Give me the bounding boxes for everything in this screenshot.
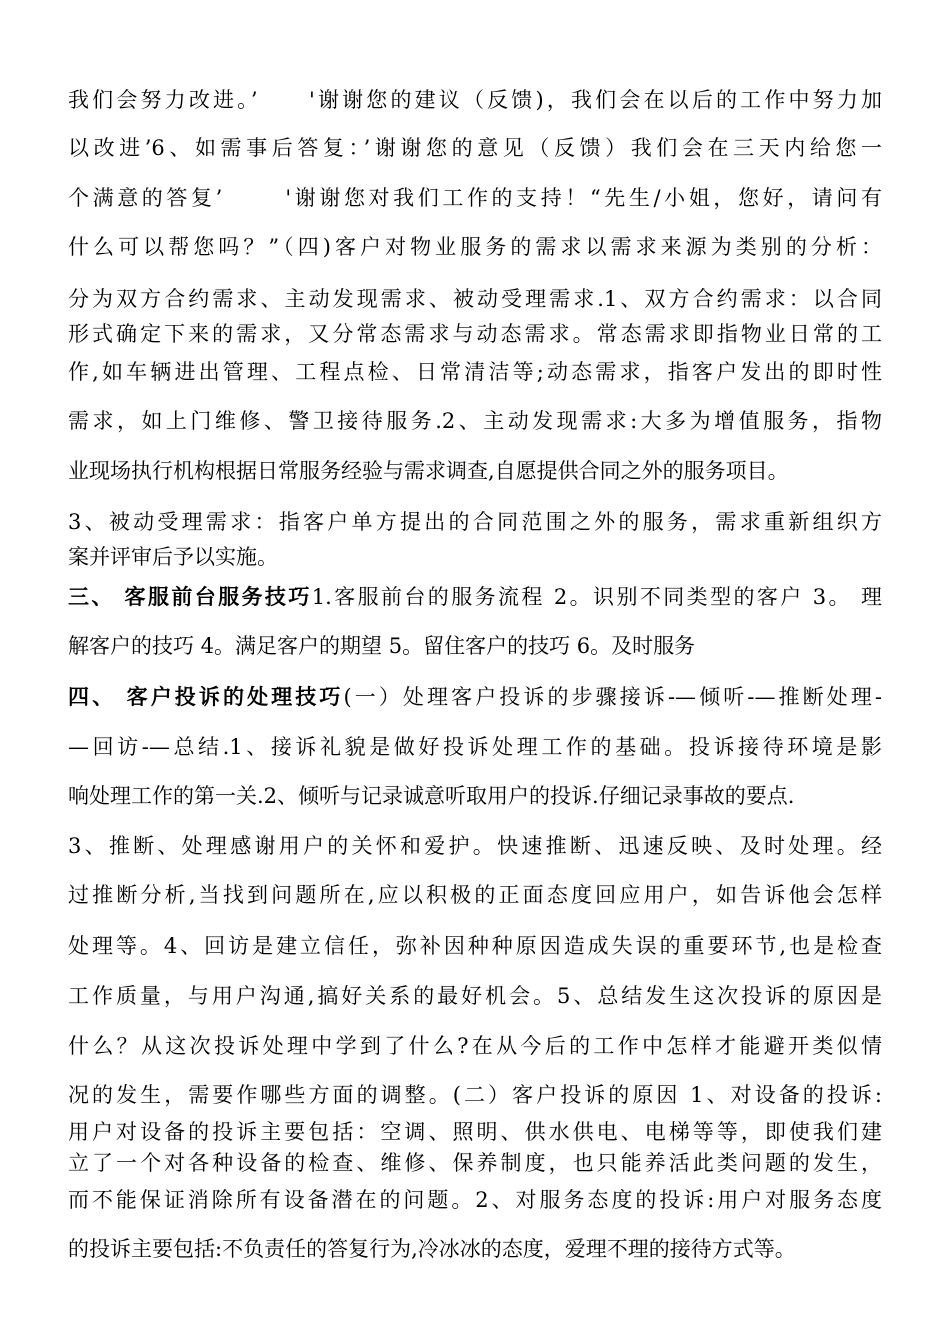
text-line: 什么可以帮您吗？”（四)客户对物业服务的需求以需求来源为类别的分析： — [68, 235, 882, 259]
section4-line — [68, 683, 882, 711]
text-line: 况的发生，需要作哪些方面的调整。(二）客户投诉的原因 1、对设备的投诉: — [68, 1083, 882, 1107]
text-line: 个满意的答复’ '谢谢您对我们工作的支持！“先生/小姐，您好，请问有 — [68, 186, 882, 210]
text-line: 解客户的技巧 4。满足客户的期望 5。留住客户的技巧 6。及时服务 — [68, 634, 696, 658]
text-line: 响处理工作的第一关.2、倾听与记录诚意听取用户的投诉.仔细记录事故的要点. — [68, 784, 795, 808]
text-line: 而不能保证消除所有设备潜在的问题。2、对服务态度的投诉:用户对服务态度 — [68, 1188, 882, 1212]
section3-heading: 三、 客服前台服务技巧 — [68, 584, 312, 609]
text-line: 以改进’6、如需事后答复：’谢谢您的意见（反馈）我们会在三天内给您一 — [68, 136, 882, 160]
text-line: 需求，如上门维修、警卫接待服务.2、主动发现需求:大多为增值服务，指物 — [68, 409, 882, 433]
text-line: 处理等。4、回访是建立信任，弥补因种种原因造成失误的重要环节,也是检查 — [68, 934, 882, 958]
text-line: 分为双方合约需求、主动发现需求、被动受理需求.1、双方合约需求：以合同 — [68, 287, 882, 311]
text-line: 的投诉主要包括:不负责任的答复行为,冷冰冰的态度，爱理不理的接待方式等。 — [68, 1237, 796, 1261]
text-line: 案并评审后予以实施。 — [68, 545, 278, 569]
text-line: 3、被动受理需求：指客户单方提出的合同范围之外的服务，需求重新组织方 — [68, 510, 882, 534]
section3-text: 1.客服前台的服务流程 2。识别不同类型的客户 3。 理 — [311, 585, 882, 609]
text-line: 我们会努力改进。’ '谢谢您的建议（反馈)，我们会在以后的工作中努力加 — [68, 88, 882, 112]
section4-text: (一）处理客户投诉的步骤接诉-—倾听-—推断处理- — [343, 685, 883, 709]
text-line: 形式确定下来的需求，又分常态需求与动态需求。常态需求即指物业日常的工 — [68, 322, 882, 346]
text-line: 过推断分析,当找到问题所在,应以积极的正面态度回应用户，如告诉他会怎样 — [68, 883, 882, 907]
text-line: —回访-—总结.1、接诉礼貌是做好投诉处理工作的基础。投诉接待环境是影 — [68, 735, 882, 759]
text-line: 3、推断、处理感谢用户的关怀和爱护。快速推断、迅速反映、及时处理。经 — [68, 834, 882, 858]
text-line: 立了一个对各种设备的检查、维修、保养制度，也只能养活此类问题的发生， — [68, 1151, 882, 1175]
text-line: 作,如车辆进出管理、工程点检、日常清洁等;动态需求，指客户发出的即时性 — [68, 360, 882, 384]
text-line: 用户对设备的投诉主要包括：空调、照明、供水供电、电梯等等，即使我们建 — [68, 1120, 882, 1144]
section3-line — [68, 583, 882, 611]
text-line: 什么？从这次投诉处理中学到了什么?在从今后的工作中怎样才能避开类似情 — [68, 1034, 882, 1058]
section4-heading: 四、 客户投诉的处理技巧 — [68, 684, 344, 709]
text-line: 业现场执行机构根据日常服务经验与需求调查,自愿提供合同之外的服务项目。 — [68, 459, 789, 483]
text-line: 工作质量，与用户沟通,搞好关系的最好机会。5、总结发生这次投诉的原因是 — [68, 984, 882, 1008]
